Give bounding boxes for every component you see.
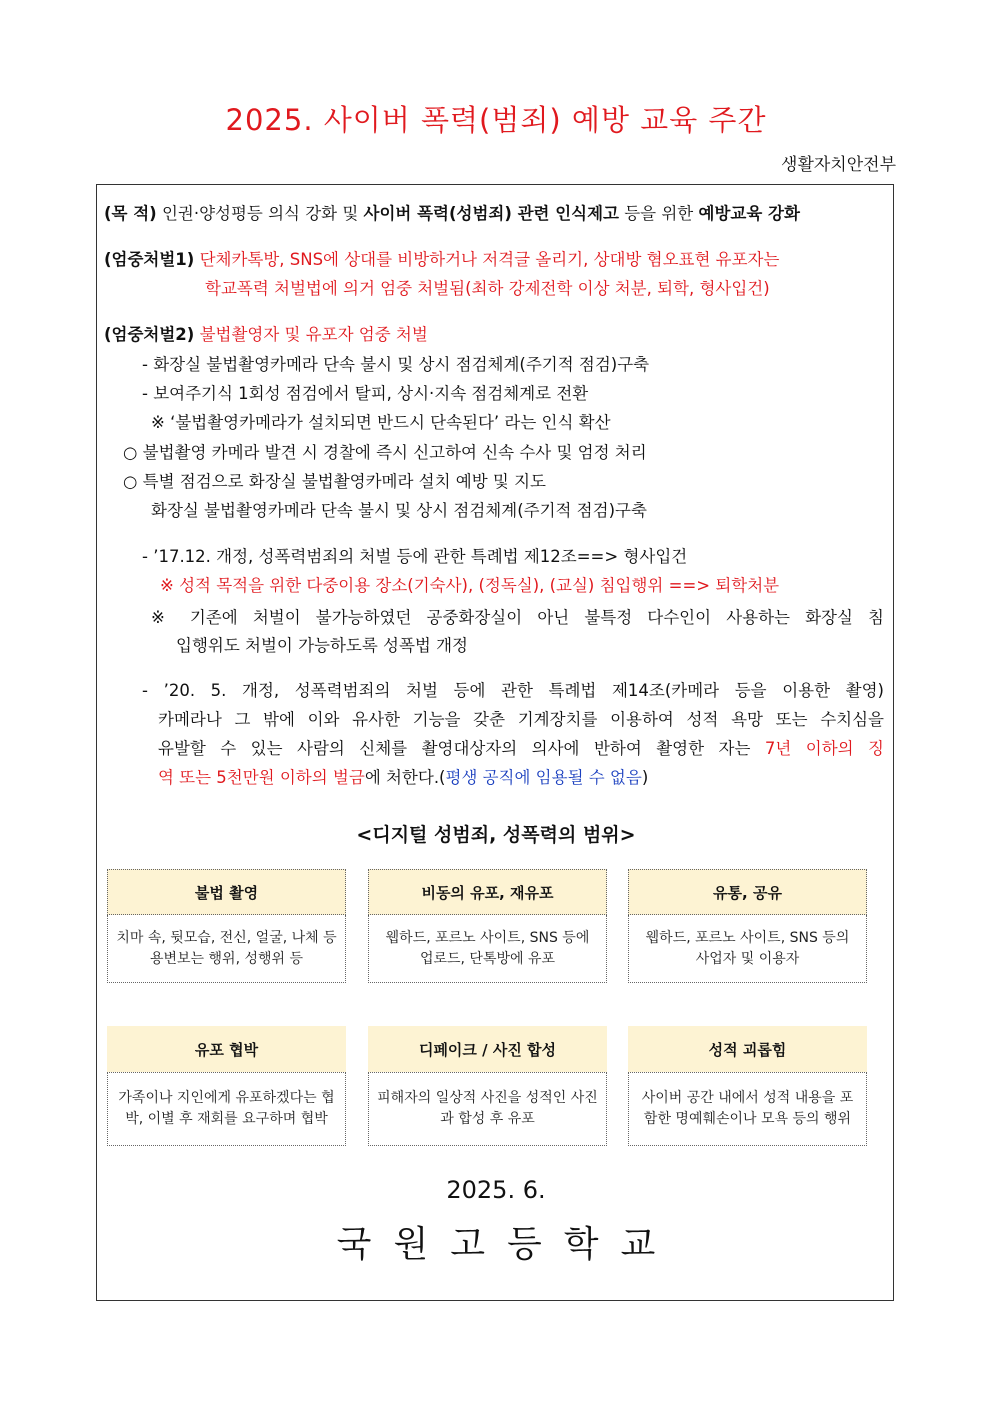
card-body: 웹하드, 포르노 사이트, SNS 등에 업로드, 단톡방에 유포 xyxy=(368,915,607,983)
law1-note-2: 입행위도 처벌이 가능하도록 성폭법 개정 xyxy=(176,636,468,655)
card-head: 유포 협박 xyxy=(107,1026,346,1072)
card-head: 불법 촬영 xyxy=(107,869,346,915)
punish2-item-5: ○ 특별 점검으로 화장실 불법촬영카메라 설치 예방 및 지도 xyxy=(123,472,546,491)
law2-line-4c: 평생 공직에 임용될 수 없음 xyxy=(445,768,642,787)
card-head: 성적 괴롭힘 xyxy=(628,1026,867,1072)
card-head: 유통, 공유 xyxy=(628,869,867,915)
law2-line-2: 카메라나 그 밖에 이와 유사한 기능을 갖춘 기계장치를 이용하여 성적 욕망 또는 수치심을 xyxy=(158,710,884,729)
punish2-heading-text: 불법촬영자 및 유포자 엄중 처벌 xyxy=(194,325,428,344)
scope-card-deepfake xyxy=(368,1026,607,1146)
punish2-item-1: - 화장실 불법촬영카메라 단속 불시 및 상시 점검체계(주기적 점검)구축 xyxy=(142,355,650,374)
law2-line-3b: 7년 이하의 징 xyxy=(764,739,884,758)
punish2-item-6: 화장실 불법촬영카메라 단속 불시 및 상시 점검체계(주기적 점검)구축 xyxy=(151,501,647,520)
scope-card-distribution-threat xyxy=(107,1026,346,1146)
law2-line-1: - ’20. 5. 개정, 성폭력범죄의 처벌 등에 관한 특례법 제14조(카메라 등을 이용한 촬영) xyxy=(142,681,884,700)
law2-line-4 xyxy=(158,766,648,790)
purpose-text-2: 사이버 폭력(성범죄) 관련 인식제고 xyxy=(363,204,619,223)
card-body: 피해자의 일상적 사진을 성적인 사진과 합성 후 유포 xyxy=(368,1072,607,1146)
purpose-text-1: 인권·양성평등 의식 강화 및 xyxy=(156,204,364,223)
law2-line-4b: 에 처한다.( xyxy=(364,768,446,787)
card-body: 가족이나 지인에게 유포하겠다는 협박, 이별 후 재회를 요구하며 협박 xyxy=(107,1072,346,1146)
scope-card-nonconsensual-distribution xyxy=(368,869,607,983)
page-title: 2025. 사이버 폭력(범죄) 예방 교육 주간 xyxy=(225,103,767,137)
purpose-text-3: 등을 위한 xyxy=(619,204,699,223)
footer-school: 국원고등학교 xyxy=(336,1224,678,1265)
purpose-line xyxy=(104,202,880,226)
footer-date: 2025. 6. xyxy=(446,1176,546,1204)
law2-line-3a: 유발할 수 있는 사람의 신체를 촬영대상자의 의사에 반하여 촬영한 자는 xyxy=(158,739,765,758)
scope-card-illegal-filming xyxy=(107,869,346,983)
law2-line-4d: ) xyxy=(641,768,649,787)
law1-note-1: ※ 기존에 처벌이 불가능하였던 공중화장실이 아닌 불특정 다수인이 사용하는 화장실 침 xyxy=(151,608,884,627)
law1-line: - ’17.12. 개정, 성폭력범죄의 처벌 등에 관한 특례법 제12조==> 형사입건 xyxy=(142,547,688,566)
punish2-item-2: - 보여주기식 1회성 점검에서 탈피, 상시·지속 점검체계로 전환 xyxy=(142,384,589,403)
purpose-label: (목 적) xyxy=(104,204,157,223)
punish1-text-1: 단체카톡방, SNS에 상대를 비방하거나 저격글 올리기, 상대방 혐오표현 유포자는 xyxy=(194,250,780,269)
card-body: 웹하드, 포르노 사이트, SNS 등의 사업자 및 이용자 xyxy=(628,915,867,983)
scope-title: <디지털 성범죄, 성폭력의 범위> xyxy=(356,824,636,846)
law1-note-red: ※ 성적 목적을 위한 다중이용 장소(기숙사), (정독실), (교실) 침입행위 ==> 퇴학처분 xyxy=(160,576,780,595)
punish1-line-2: 학교폭력 처벌법에 의거 엄중 처벌됨(최하 강제전학 이상 처분, 퇴학, 형사입건) xyxy=(205,279,770,298)
department-label: 생활자치안전부 xyxy=(781,155,896,175)
scope-card-circulation-sharing xyxy=(628,869,867,983)
card-head: 비동의 유포, 재유포 xyxy=(368,869,607,915)
card-head: 디페이크 / 사진 합성 xyxy=(368,1026,607,1072)
card-body: 사이버 공간 내에서 성적 내용을 포함한 명예훼손이나 모욕 등의 행위 xyxy=(628,1072,867,1146)
card-body: 치마 속, 뒷모습, 전신, 얼굴, 나체 등 용변보는 행위, 성행위 등 xyxy=(107,915,346,983)
punish1-label: (엄중처벌1) xyxy=(104,250,195,269)
punish2-item-4: ○ 불법촬영 카메라 발견 시 경찰에 즉시 신고하여 신속 수사 및 엄정 처리 xyxy=(123,443,647,462)
law2-line-3 xyxy=(158,737,884,761)
punish2-heading xyxy=(104,323,428,347)
purpose-text-4: 예방교육 강화 xyxy=(698,204,800,223)
punish2-item-3: ※ ‘불법촬영카메라가 설치되면 반드시 단속된다’ 라는 인식 확산 xyxy=(151,413,611,432)
law2-line-4a: 역 또는 5천만원 이하의 벌금 xyxy=(158,768,365,787)
punish2-label: (엄중처벌2) xyxy=(104,325,195,344)
punish1-line-1 xyxy=(104,248,779,272)
scope-card-sexual-harassment xyxy=(628,1026,867,1146)
